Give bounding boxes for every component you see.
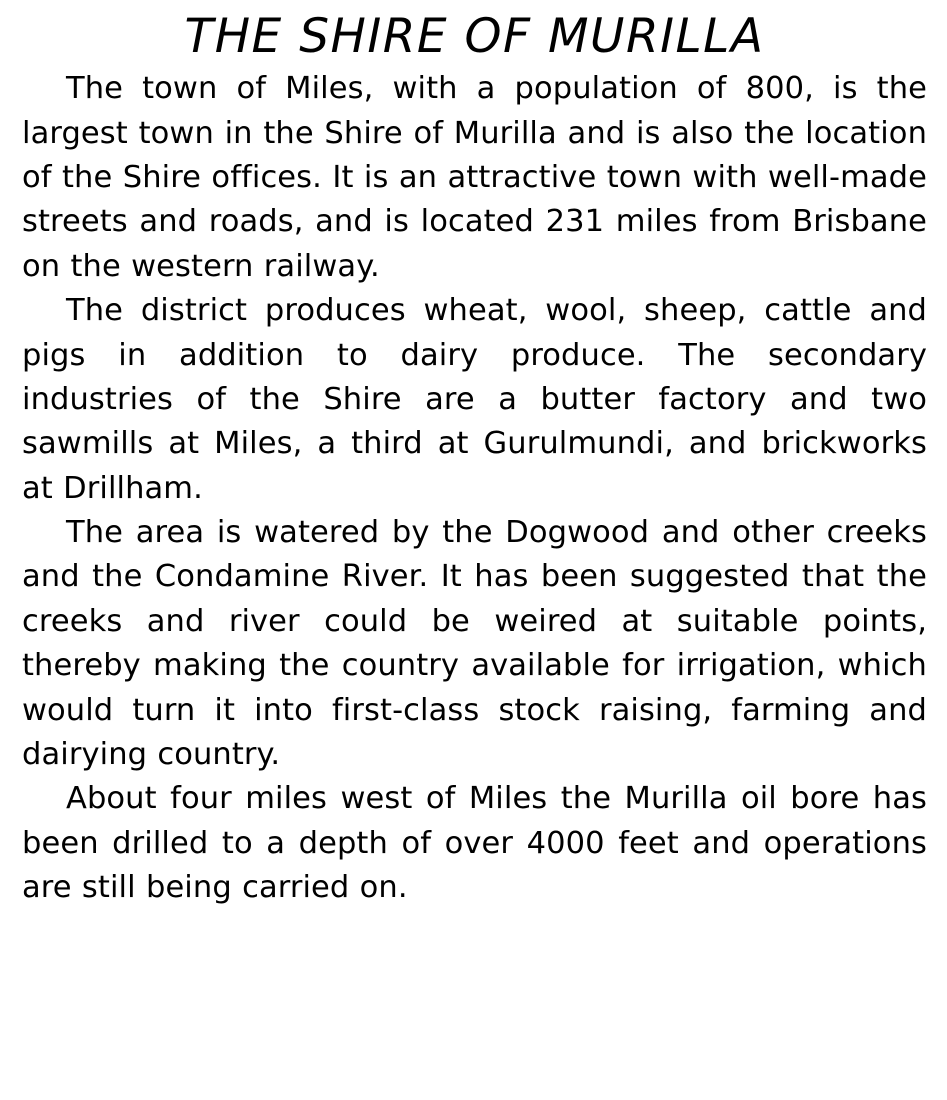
paragraph-2: The district produces wheat, wool, sheep, cattle and pigs in addition to dairy produce. The secondary industries of the Shire are a butter factory and two sawmills at Miles, a third at Gurulmundi, and brickworks at Drillham. <box>22 293 927 506</box>
paragraph-4: About four miles west of Miles the Murilla oil bore has been drilled to a depth of over 4000 feet and operations are still being carried on. <box>22 781 927 906</box>
page-title: THE SHIRE OF MURILLA <box>184 9 765 64</box>
document-body <box>22 67 927 910</box>
paragraph-3: The area is watered by the Dogwood and other creeks and the Condamine River. It has been suggested that the creeks and river could be weired at suitable points, thereby making the country available for irrigation, which would turn it into first-class stock raising, farming and dairying country. <box>22 515 927 772</box>
paragraph-1: The town of Miles, with a population of 800, is the largest town in the Shire of Murilla and is also the location of the Shire offices. It is an attractive town with well-made streets and roads, and is located 231 miles from Brisbane on the western railway. <box>22 71 927 284</box>
